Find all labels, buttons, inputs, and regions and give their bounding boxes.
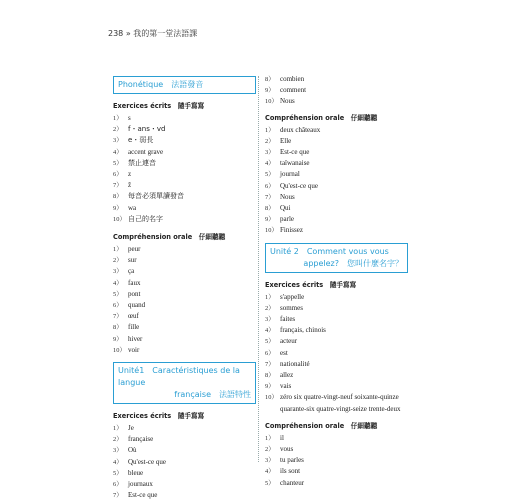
- item-number: 2）: [113, 126, 123, 134]
- item-number: 1）: [113, 246, 123, 254]
- item-number: 10）: [113, 346, 126, 354]
- item-text: Je: [128, 424, 134, 433]
- left-column: [113, 76, 256, 501]
- list-item: [265, 359, 408, 370]
- list-item: [113, 255, 256, 266]
- list-item: [113, 244, 256, 255]
- item-number: 9）: [265, 216, 275, 224]
- list-item: [265, 136, 408, 147]
- page-header: [108, 28, 197, 39]
- item-text: Est-ce que: [128, 491, 158, 500]
- item-number: 9）: [113, 204, 123, 212]
- item-text: Qu'est-ce que: [280, 181, 318, 190]
- item-text: combien: [280, 75, 305, 83]
- list-item: [113, 479, 256, 490]
- unite1-comprehension-list: [265, 125, 408, 237]
- list-item: [113, 334, 256, 345]
- item-text: zéro six quatre-vingt-neuf soixante-quinze quarante-six quatre-vingt-seize trente-deux: [280, 393, 401, 413]
- item-text: acteur: [280, 337, 298, 346]
- item-number: 6）: [113, 302, 123, 310]
- item-number: 7）: [265, 360, 275, 368]
- item-text: 每音必須單讀發音: [128, 192, 184, 201]
- item-text: Où: [128, 446, 137, 455]
- item-number: 10）: [265, 394, 278, 402]
- item-number: 5）: [265, 338, 275, 346]
- item-number: 3）: [265, 457, 275, 465]
- item-number: 3）: [113, 268, 123, 276]
- item-number: 8）: [265, 76, 275, 83]
- item-number: 9）: [113, 335, 123, 343]
- item-number: 7）: [265, 193, 275, 201]
- list-item: [265, 336, 408, 347]
- item-text: 自己的名字: [128, 214, 163, 223]
- exercices-ecrits-heading: Exercices écrits 隨手寫寫: [113, 102, 205, 110]
- item-text: faux: [128, 278, 141, 287]
- list-item: [113, 423, 256, 434]
- list-item: [113, 158, 256, 169]
- list-item: [113, 490, 256, 501]
- item-text: deux châteaux: [280, 125, 321, 134]
- item-text: Qu'est-ce que: [128, 457, 166, 466]
- item-number: 1）: [113, 425, 123, 433]
- item-number: 10）: [265, 98, 278, 106]
- item-text: accent grave: [128, 147, 164, 156]
- comprehension-orale-heading: Compréhension orale 仔細聽聽: [265, 421, 378, 430]
- item-number: 4）: [265, 160, 275, 168]
- item-text: wa: [128, 203, 137, 212]
- item-number: 2）: [265, 137, 275, 145]
- item-number: 1）: [265, 293, 275, 301]
- item-number: 8）: [113, 193, 123, 201]
- list-item: [113, 266, 256, 277]
- item-text: Qui: [280, 204, 291, 213]
- item-number: 1）: [265, 434, 275, 442]
- item-number: 1）: [265, 126, 275, 134]
- list-item: [113, 214, 256, 225]
- list-item: [265, 303, 408, 314]
- list-item: [265, 85, 408, 96]
- item-number: 5）: [113, 469, 123, 477]
- item-number: 4）: [265, 327, 275, 335]
- item-text: tu parles: [280, 456, 304, 465]
- list-item: [265, 74, 408, 85]
- list-item: [113, 203, 256, 214]
- item-text: Finissez: [280, 226, 303, 235]
- list-item: [265, 292, 408, 303]
- item-number: 9）: [265, 383, 275, 391]
- item-number: 7）: [113, 313, 123, 321]
- list-item: [265, 325, 408, 336]
- item-text: comment: [280, 86, 307, 95]
- item-number: 9）: [265, 87, 275, 95]
- item-text: vous: [280, 445, 294, 454]
- list-item: [113, 457, 256, 468]
- item-number: 2）: [113, 436, 123, 444]
- item-number: 4）: [265, 468, 275, 476]
- item-text: journal: [280, 170, 300, 179]
- item-number: 6）: [265, 182, 275, 190]
- item-number: 5）: [265, 171, 275, 179]
- list-item: [113, 191, 256, 202]
- unite2-exercices-list: [265, 292, 408, 415]
- item-text: faites: [280, 315, 296, 324]
- header-separator: »: [125, 29, 131, 38]
- item-number: 2）: [113, 257, 123, 265]
- list-item: [265, 381, 408, 392]
- comprehension-orale-heading: Compréhension orale 仔細聽聽: [113, 233, 226, 242]
- item-number: 3）: [113, 137, 123, 145]
- item-text: ž: [128, 181, 132, 190]
- list-item: [265, 225, 408, 236]
- list-item: [265, 125, 408, 136]
- item-number: 4）: [113, 148, 123, 156]
- item-text: Est-ce que: [280, 148, 310, 157]
- item-text: il: [280, 433, 284, 442]
- item-number: 5）: [265, 479, 275, 487]
- list-item: [113, 345, 256, 356]
- item-text: ils sont: [280, 467, 301, 476]
- list-item: [113, 113, 256, 124]
- item-text: chanteur: [280, 478, 305, 487]
- unite1-title-line1: Unité1 Caractéristiques de la langue: [118, 366, 240, 388]
- item-text: voir: [128, 345, 140, 354]
- list-item: [265, 96, 408, 107]
- exercices-ecrits-heading: Exercices écrits 隨手寫寫: [113, 412, 205, 421]
- right-column: [265, 74, 408, 489]
- list-item: [113, 147, 256, 158]
- item-text: fille: [128, 323, 140, 332]
- item-number: 8）: [265, 205, 275, 213]
- list-item: [265, 214, 408, 225]
- section-title-text: Phonétique 法語發音: [118, 80, 204, 89]
- list-item: [113, 180, 256, 191]
- book-title: 我的第一堂法語課: [133, 29, 198, 38]
- column-divider: [258, 76, 259, 462]
- item-number: 6）: [113, 171, 123, 179]
- item-text: z: [128, 170, 132, 179]
- item-text: f・ans・vd: [128, 125, 166, 134]
- item-number: 5）: [113, 159, 123, 167]
- continued-exercices-list: [265, 74, 408, 108]
- item-number: 8）: [113, 324, 123, 332]
- item-text: sommes: [280, 303, 303, 312]
- section-unite1-title: [113, 362, 256, 404]
- item-text: parle: [280, 215, 294, 224]
- item-text: s: [128, 114, 131, 122]
- item-text: nationalité: [280, 359, 310, 368]
- item-text: française: [128, 435, 154, 444]
- list-item: [265, 192, 408, 203]
- list-item: [113, 322, 256, 333]
- item-text: sur: [128, 256, 137, 265]
- list-item: [113, 169, 256, 180]
- item-text: ça: [128, 267, 135, 276]
- list-item: [265, 444, 408, 455]
- item-number: 7）: [113, 492, 123, 500]
- item-number: 3）: [113, 447, 123, 455]
- list-item: [265, 314, 408, 325]
- list-item: [265, 455, 408, 466]
- item-text: hiver: [128, 334, 143, 343]
- list-item: [265, 348, 408, 359]
- list-item: [265, 433, 408, 444]
- list-item: [113, 300, 256, 311]
- item-number: 2）: [265, 304, 275, 312]
- item-text: Nous: [280, 97, 295, 106]
- item-text: bleue: [128, 468, 144, 477]
- item-text: œuf: [128, 312, 139, 321]
- item-text: français, chinois: [280, 326, 326, 335]
- item-number: 6）: [113, 481, 123, 489]
- list-item: [265, 466, 408, 477]
- page-number: 238: [108, 29, 124, 38]
- list-item: [265, 181, 408, 192]
- item-text: vais: [280, 382, 292, 391]
- item-text: allez: [280, 371, 294, 380]
- item-text: taïwanaise: [280, 159, 310, 168]
- list-item: [113, 278, 256, 289]
- item-number: 6）: [265, 349, 275, 357]
- list-item: [265, 478, 408, 489]
- item-number: 4）: [113, 279, 123, 287]
- list-item: [113, 124, 256, 135]
- item-text: peur: [128, 245, 141, 254]
- item-number: 8）: [265, 372, 275, 380]
- item-text: quand: [128, 301, 146, 310]
- list-item: [113, 289, 256, 300]
- item-text: e・弱長: [128, 136, 154, 145]
- item-number: 10）: [113, 215, 126, 223]
- item-number: 3）: [265, 149, 275, 157]
- item-text: est: [280, 348, 288, 357]
- phonetique-comprehension-list: [113, 244, 256, 356]
- section-unite2-title: [265, 243, 408, 273]
- item-text: pont: [128, 289, 141, 298]
- unite2-comprehension-list: [265, 433, 408, 489]
- section-phonetique-title: [113, 76, 256, 94]
- list-item: [265, 203, 408, 214]
- list-item: [265, 158, 408, 169]
- item-text: 禁止連音: [128, 158, 156, 167]
- list-item: [265, 169, 408, 180]
- item-number: 2）: [265, 446, 275, 454]
- item-number: 4）: [113, 458, 123, 466]
- unite2-title-line1: Unité 2 Comment vous vous: [270, 246, 389, 256]
- item-text: Nous: [280, 192, 295, 201]
- list-item: [113, 311, 256, 322]
- unite1-exercices-list: [113, 423, 256, 501]
- list-item: [113, 445, 256, 456]
- comprehension-orale-heading: Compréhension orale 仔細聽聽: [265, 113, 378, 122]
- exercices-ecrits-heading: Exercices écrits 隨手寫寫: [265, 280, 357, 289]
- phonetique-exercices-list: [113, 113, 256, 225]
- list-item: [113, 434, 256, 445]
- item-text: Elle: [280, 136, 292, 145]
- unite2-title-line2: appelez? 您叫什麼名字？: [303, 258, 403, 268]
- unite1-title-line2: française 法語特性: [174, 390, 251, 400]
- item-number: 7）: [113, 182, 123, 190]
- item-number: 3）: [265, 316, 275, 324]
- list-item: [265, 147, 408, 158]
- list-item: [113, 135, 256, 146]
- item-number: 10）: [265, 227, 278, 235]
- list-item: [265, 392, 408, 414]
- list-item: [113, 468, 256, 479]
- item-text: s'appelle: [280, 292, 305, 301]
- item-text: journaux: [128, 480, 153, 489]
- item-number: 5）: [113, 290, 123, 298]
- item-number: 1）: [113, 115, 123, 122]
- list-item: [265, 370, 408, 381]
